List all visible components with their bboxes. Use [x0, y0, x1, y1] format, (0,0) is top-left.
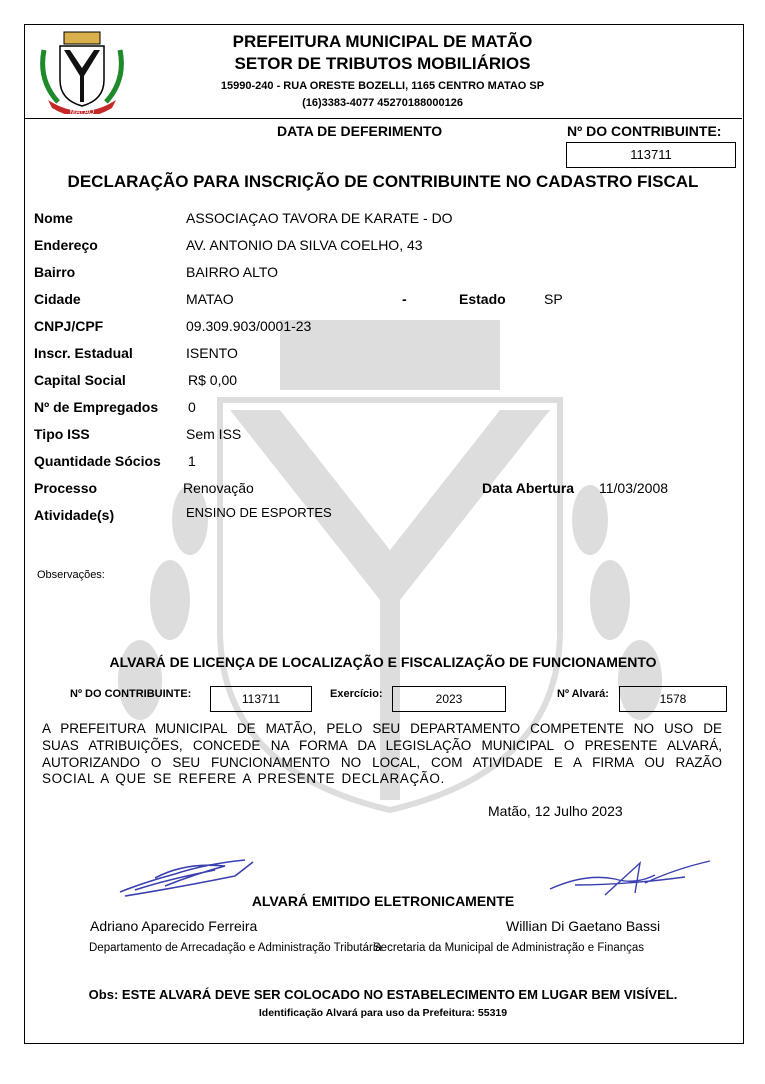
field-atividade-value: ENSINO DE ESPORTES: [186, 505, 332, 520]
left-signer-name: Adriano Aparecido Ferreira: [90, 918, 258, 934]
declaration-title: DECLARAÇÃO PARA INSCRIÇÃO DE CONTRIBUINTE NO CADASTRO FISCAL: [67, 172, 699, 191]
alvara-exercicio-box: 2023: [392, 686, 506, 712]
field-empregados-value: 0: [188, 399, 196, 415]
field-iss-label: Tipo ISS: [34, 426, 90, 442]
left-signer-dept: Departamento de Arrecadação e Administração Tributária: [89, 942, 382, 954]
field-cidade-value: MATAO: [186, 291, 234, 307]
field-estado-label: Estado: [459, 291, 506, 307]
header-line2: SETOR DE TRIBUTOS MOBILIÁRIOS: [234, 54, 531, 73]
field-processo-value: Renovação: [183, 480, 254, 496]
footer-ident: Identificação Alvará para uso da Prefeitura: 55319: [258, 1007, 508, 1019]
field-atividade-label: Atividade(s): [34, 507, 115, 523]
field-abertura-label: Data Abertura: [482, 480, 575, 496]
contributor-box: 113711: [566, 142, 736, 168]
field-nome-label: Nome: [34, 210, 73, 226]
field-empregados-label: Nº de Empregados: [34, 399, 159, 415]
right-signer-dept: Secretaria da Municipal de Administração e Finanças: [373, 942, 645, 954]
alvara-contrib-box: 113711: [210, 686, 312, 712]
alvara-numero-label: Nº Alvará:: [557, 688, 609, 700]
field-capital-label: Capital Social: [34, 372, 126, 388]
field-endereco-value: AV. ANTONIO DA SILVA COELHO, 43: [186, 237, 423, 253]
right-signer-name: Willian Di Gaetano Bassi: [506, 918, 661, 934]
field-cnpj-label: CNPJ/CPF: [34, 318, 104, 334]
alvara-title: ALVARÁ DE LICENÇA DE LOCALIZAÇÃO E FISCALIZAÇÃO DE FUNCIONAMENTO: [109, 654, 657, 670]
field-cnpj-value: 09.309.903/0001-23: [186, 318, 312, 334]
field-socios-value: 1: [188, 453, 196, 469]
alvara-text-line-3: AUTORIZANDO O SEU FUNCIONAMENTO NO LOCAL, COM ATIVIDADE E A FIRMA OU RAZÃO: [42, 755, 722, 770]
city-crest-icon: [38, 30, 126, 114]
alvara-contrib-label: Nº DO CONTRIBUINTE:: [70, 688, 192, 700]
field-inscr-label: Inscr. Estadual: [34, 345, 133, 361]
svg-text:MATÃO: MATÃO: [69, 109, 95, 114]
header-divider: [24, 118, 742, 119]
alvara-exercicio-label: Exercício:: [330, 688, 383, 700]
alvara-emitido: ALVARÁ EMITIDO ELETRONICAMENTE: [251, 893, 515, 909]
field-inscr-value: ISENTO: [186, 345, 238, 361]
footer-obs: Obs: ESTE ALVARÁ DEVE SER COLOCADO NO ESTABELECIMENTO EM LUGAR BEM VISÍVEL.: [88, 987, 678, 1002]
field-iss-value: Sem ISS: [186, 426, 242, 442]
field-bairro-label: Bairro: [34, 264, 76, 280]
alvara-text-line-4: SOCIAL A QUE SE REFERE A PRESENTE DECLARAÇÃO.: [42, 771, 445, 786]
field-abertura-value: 11/03/2008: [599, 480, 669, 496]
field-endereco-label: Endereço: [34, 237, 98, 253]
field-cidade-dash: -: [402, 291, 407, 307]
field-capital-value: R$ 0,00: [188, 372, 238, 388]
contributor-label: Nº DO CONTRIBUINTE:: [567, 123, 722, 139]
field-processo-label: Processo: [34, 480, 98, 496]
field-cidade-label: Cidade: [34, 291, 81, 307]
alvara-date: Matão, 12 Julho 2023: [488, 803, 623, 819]
field-socios-label: Quantidade Sócios: [34, 453, 161, 469]
header-phone-cnpj: (16)3383-4077 45270188000126: [302, 97, 463, 109]
field-nome-value: ASSOCIAÇAO TAVORA DE KARATE - DO: [186, 210, 453, 226]
field-estado-value: SP: [544, 291, 563, 307]
alvara-numero-box: 1578: [619, 686, 727, 712]
header-address: 15990-240 - RUA ORESTE BOZELLI, 1165 CENTRO MATAO SP: [220, 80, 545, 92]
deferment-label: DATA DE DEFERIMENTO: [277, 123, 443, 139]
observacoes-label: Observações:: [37, 569, 105, 581]
alvara-text-line-1: A PREFEITURA MUNICIPAL DE MATÃO, PELO SEU DEPARTAMENTO COMPETENTE NO USO DE: [42, 721, 722, 736]
field-bairro-value: BAIRRO ALTO: [186, 264, 279, 280]
alvara-text-line-2: SUAS ATRIBUIÇÕES, CONCEDE NA FORMA DA LEGISLAÇÃO MUNICIPAL O PRESENTE ALVARÁ,: [42, 738, 722, 753]
header-line1: PREFEITURA MUNICIPAL DE MATÃO: [232, 32, 533, 51]
